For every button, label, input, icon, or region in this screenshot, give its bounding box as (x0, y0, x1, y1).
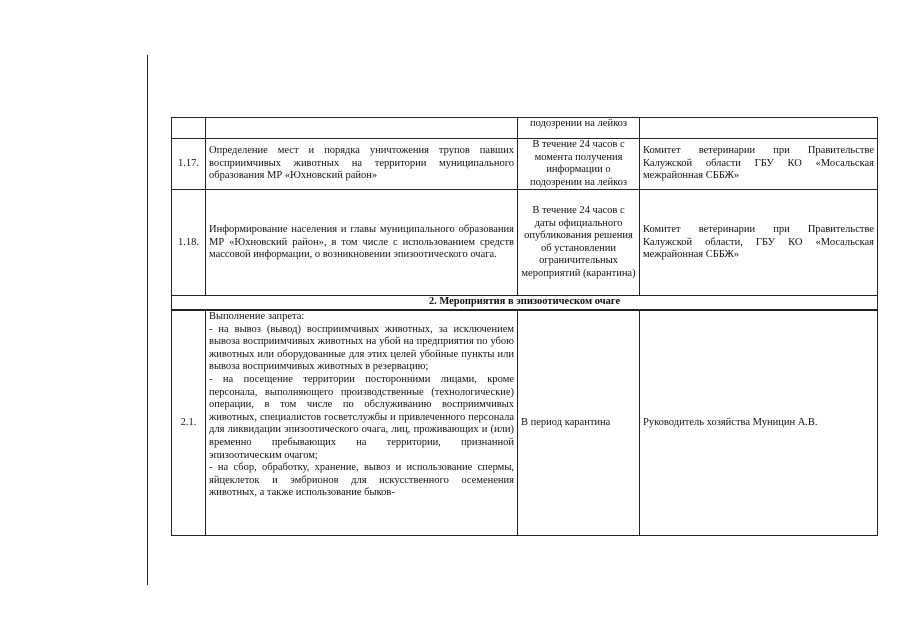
row-number: 2.1. (172, 310, 206, 536)
row-responsible: Комитет ветеринарии при Правительстве Калужской области ГБУ КО «Мосальская межрайонная СББЖ» (640, 139, 878, 190)
row-description (206, 118, 518, 139)
row-term: подозрении на лейкоз (518, 118, 640, 139)
table-row (172, 310, 878, 536)
row-term: В период карантина (518, 310, 640, 536)
description-line: - на вывоз (вывод) восприимчивых животных, за исключением вывоза восприимчивых животных на убой на предприятия по убою животных или оборудованные для этих целей убойные пункты или вывоза восприимчивых животных в резервацию; (209, 323, 514, 373)
table-row (172, 139, 878, 190)
row-responsible (640, 118, 878, 139)
row-description (206, 310, 518, 536)
row-term: В течение 24 часов с даты официального опубликования решения об установлении ограничительных мероприятий (карантина) (518, 190, 640, 296)
section-heading-row (172, 296, 878, 310)
table-row (172, 118, 878, 139)
table-row (172, 190, 878, 296)
row-responsible: Комитет ветеринарии при Правительстве Калужской области, ГБУ КО «Мосальская межрайонная СББЖ» (640, 190, 878, 296)
description-line: - на посещение территории посторонними лицами, кроме персонала, выполняющего производственные (технологические) операции, в том числе по обслуживанию восприимчивых животных, специалистов госветслужбы и привлеченного персонала для ликвидации эпизоотического очага, лиц, проживающих и (или) временно пребывающих на территории, признанной эпизоотическим очагом; (209, 373, 514, 461)
row-number: 1.18. (172, 190, 206, 296)
description-line: Выполнение запрета: (209, 310, 305, 322)
row-description: Определение мест и порядка уничтожения трупов павших восприимчивых животных на территории муниципального образования МР «Юхновский район» (206, 139, 518, 190)
section-title: 2. Мероприятия в эпизоотическом очаге (172, 296, 878, 310)
measures-table (171, 117, 878, 536)
row-number (172, 118, 206, 139)
row-term: В течение 24 часов с момента получения информации о подозрении на лейкоз (518, 139, 640, 190)
page-margin-line (147, 55, 148, 585)
description-line: - на сбор, обработку, хранение, вывоз и использование спермы, яйцеклеток и эмбрионов для искусственного осеменения животных, а также использование быков- (209, 462, 514, 499)
description-text (209, 311, 514, 535)
row-description: Информирование населения и главы муниципального образования МР «Юхновский район», в том числе с использованием средств массовой информации, о возникновении эпизоотического очага. (206, 190, 518, 296)
row-responsible: Руководитель хозяйства Муницин А.В. (640, 310, 878, 536)
row-number: 1.17. (172, 139, 206, 190)
